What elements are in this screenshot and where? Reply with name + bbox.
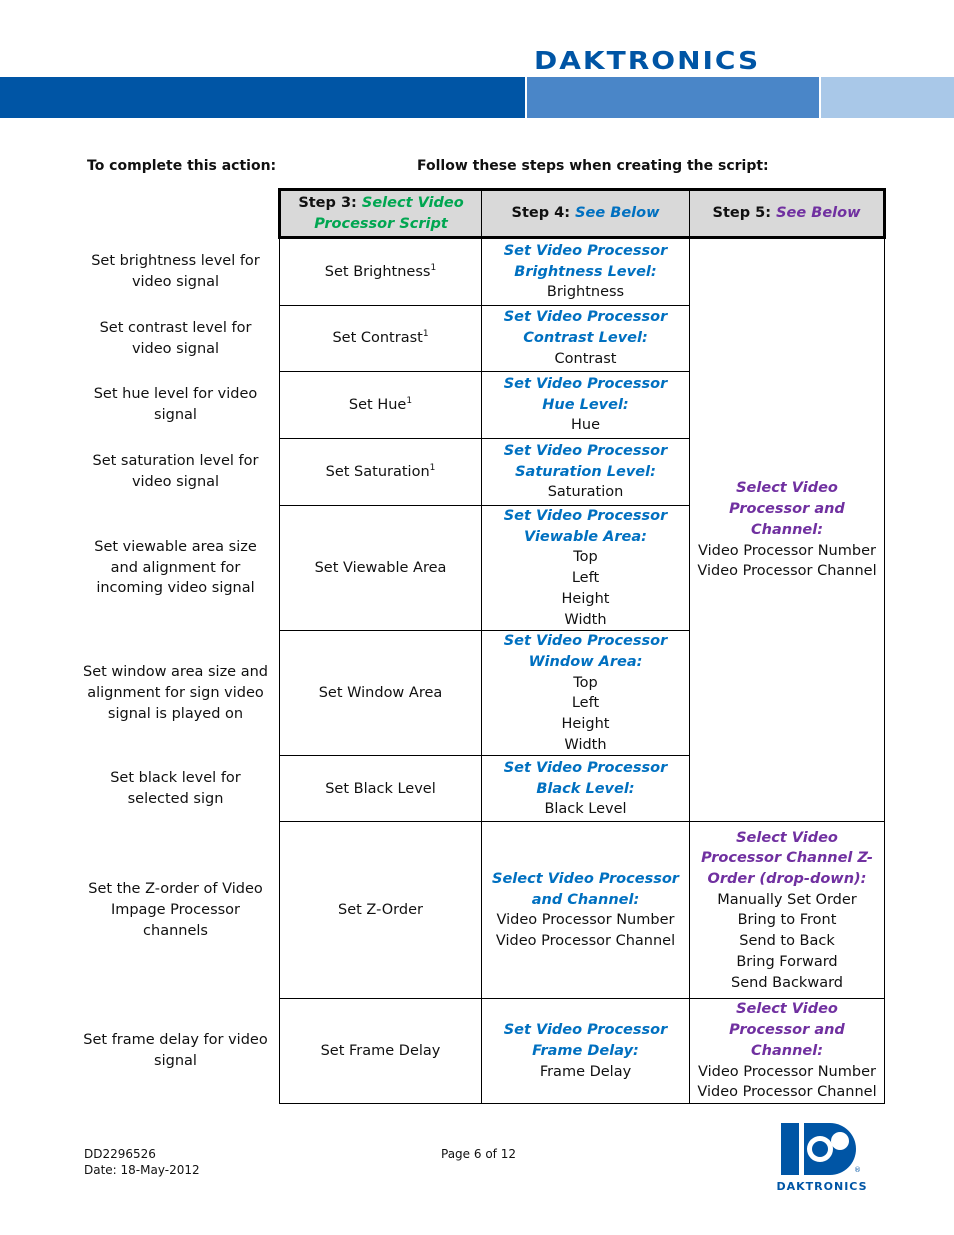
step4-title: Set Video Processor Hue Level: <box>503 375 668 413</box>
step4-item: Video Processor Channel <box>495 933 676 950</box>
step5-item: Bring Forward <box>736 953 838 970</box>
step5-item: Send Backward <box>731 974 843 991</box>
step4-header <box>482 190 690 238</box>
step4-item: Height <box>561 716 610 733</box>
step4-title: Set Video Processor Window Area: <box>503 633 668 670</box>
step3-text: Set Window Area <box>318 684 443 701</box>
step4-title: Set Video Processor Viewable Area: <box>503 508 668 545</box>
step3-text: Set Hue <box>348 396 407 413</box>
header-band-mid <box>527 77 819 118</box>
step4-item: Video Processor Number <box>496 912 675 929</box>
table-row <box>0 999 885 1104</box>
step4-cell <box>482 822 690 999</box>
action-cell: Set saturation level for video signal <box>92 453 259 490</box>
steps-table <box>0 188 886 1104</box>
step4-cell <box>482 238 690 306</box>
step3-header <box>280 190 482 238</box>
step4-item: Width <box>564 736 607 753</box>
step4-item: Saturation <box>547 484 624 501</box>
step3-text: Set Contrast <box>332 330 423 347</box>
step4-cell <box>482 506 690 631</box>
step3-cell <box>280 306 482 372</box>
step5-item: Send to Back <box>739 933 835 950</box>
step4-cell <box>482 999 690 1104</box>
step3-cell <box>280 822 482 999</box>
action-cell: Set hue level for video signal <box>93 386 258 423</box>
step4-title: Select Video Processor and Channel: <box>492 871 679 908</box>
header-band-dark <box>0 77 525 118</box>
page-number: Page 6 of 12 <box>441 1147 516 1161</box>
action-cell: Set frame delay for video signal <box>83 1032 268 1070</box>
action-cell: Set black level for selected sign <box>110 770 241 807</box>
step4-item: Left <box>571 570 600 587</box>
table-header-row <box>0 190 885 238</box>
step3-text: Set Brightness <box>324 263 431 280</box>
logo-wordmark: DAKTRONICS <box>776 1180 868 1193</box>
step3-value: Select Video Processor Script <box>314 194 464 232</box>
doc-date: Date: 18-May-2012 <box>84 1163 200 1177</box>
step5-title: Select Video Processor Channel Z-Order (drop-down): <box>701 829 873 888</box>
step3-cell <box>280 631 482 756</box>
footnote-marker: 1 <box>430 262 437 273</box>
step3-label: Step 3: <box>298 194 357 211</box>
action-cell: Set contrast level for video signal <box>99 319 252 357</box>
step4-title: Set Video Processor Contrast Level: <box>503 309 668 347</box>
step4-cell <box>482 372 690 439</box>
step4-item: Brightness <box>546 284 625 301</box>
step5-cell <box>690 999 885 1104</box>
step4-title: Set Video Processor Frame Delay: <box>503 1022 668 1059</box>
step4-cell <box>482 756 690 822</box>
step5-item: Bring to Front <box>737 912 837 929</box>
step5-title: Select Video Processor and Channel: <box>729 480 845 538</box>
footnote-marker: 1 <box>422 329 429 340</box>
step5-item: Video Processor Number <box>698 542 876 559</box>
step3-cell <box>280 506 482 631</box>
footnote-marker: 1 <box>406 395 413 406</box>
step4-item: Top <box>573 674 598 691</box>
step3-cell <box>280 238 482 306</box>
step4-label: Step 4: <box>511 205 571 222</box>
left-heading: To complete this action: <box>87 158 277 174</box>
step4-cell <box>482 439 690 506</box>
step4-value: See Below <box>575 205 660 222</box>
step4-item: Black Level <box>544 801 627 818</box>
step4-item: Top <box>573 549 598 566</box>
step5-merged-cell <box>690 238 885 822</box>
step4-title: Set Video Processor Brightness Level: <box>503 242 668 280</box>
step4-item: Frame Delay <box>539 1063 632 1080</box>
step3-text: Set Black Level <box>325 780 436 797</box>
header-spacer <box>0 190 280 238</box>
action-cell: Set viewable area size and alignment for incoming video signal <box>94 539 257 597</box>
step5-header <box>690 190 885 238</box>
step4-item: Hue <box>570 417 600 434</box>
step5-value: See Below <box>776 205 861 222</box>
step4-item: Contrast <box>554 350 617 367</box>
step5-label: Step 5: <box>712 205 772 222</box>
step4-title: Set Video Processor Saturation Level: <box>503 442 668 480</box>
step5-cell <box>690 822 885 999</box>
step3-text: Set Z-Order <box>338 902 423 919</box>
daktronics-logo <box>778 1120 878 1195</box>
step5-item: Video Processor Number <box>698 1063 876 1080</box>
step4-item: Width <box>564 611 607 628</box>
step3-cell <box>280 439 482 506</box>
header-band-light <box>821 77 954 118</box>
step3-cell <box>280 372 482 439</box>
step3-text: Set Viewable Area <box>314 559 447 576</box>
step3-text: Set Saturation <box>325 463 430 480</box>
brand-logo-text: DAKTRONICS <box>534 45 761 76</box>
step5-item: Video Processor Channel <box>697 563 877 580</box>
step5-item: Manually Set Order <box>717 891 857 908</box>
step4-item: Left <box>571 695 600 712</box>
step3-cell <box>280 756 482 822</box>
step4-cell <box>482 306 690 372</box>
table-row <box>0 238 885 306</box>
action-cell: Set window area size and alignment for sign video signal is played on <box>83 664 268 722</box>
doc-number: DD2296526 <box>84 1147 156 1161</box>
step4-item: Height <box>561 590 610 607</box>
step5-item: Video Processor Channel <box>697 1084 877 1101</box>
action-cell: Set the Z-order of Video Impage Processor channels <box>88 881 263 939</box>
step4-cell <box>482 631 690 756</box>
footnote-marker: 1 <box>429 462 436 473</box>
right-heading: Follow these steps when creating the script: <box>417 158 769 174</box>
step3-text: Set Frame Delay <box>320 1042 441 1059</box>
step4-title: Set Video Processor Black Level: <box>503 759 668 797</box>
action-cell: Set brightness level for video signal <box>91 252 260 290</box>
step3-cell <box>280 999 482 1104</box>
svg-text:®: ® <box>854 1166 861 1174</box>
table-row <box>0 822 885 999</box>
step5-title: Select Video Processor and Channel: <box>729 1001 845 1059</box>
